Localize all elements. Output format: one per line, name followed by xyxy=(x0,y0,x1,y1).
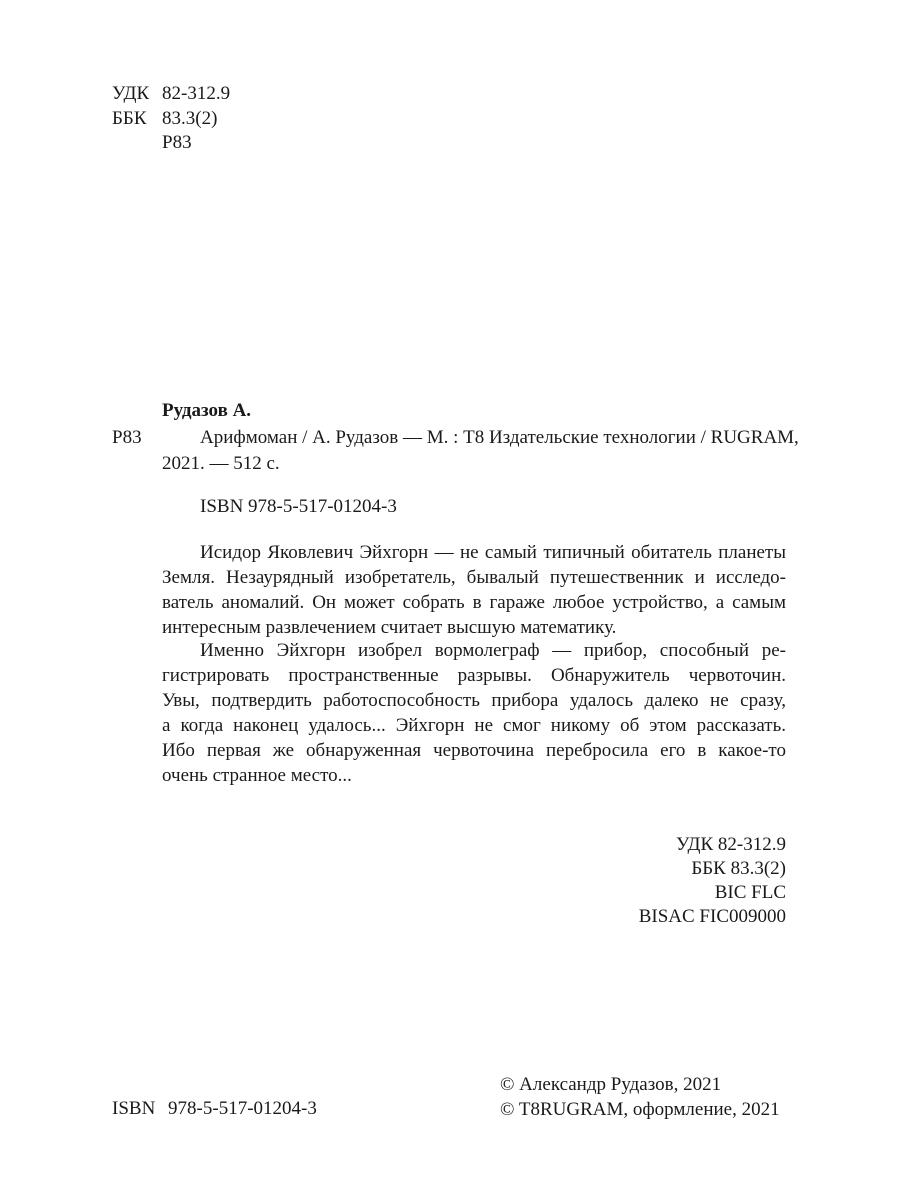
annotation-line: Ибо первая же обнаруженная червоточина перебросила его в какое-то xyxy=(162,740,786,761)
annotation-paragraph-2 xyxy=(162,638,786,788)
bbk-label: ББК xyxy=(112,108,147,129)
annotation-line: Увы, подтвердить работоспособность прибора удалось далеко не сразу, xyxy=(162,690,786,711)
record-description-line-1: Арифмоман / А. Рудазов — М. : Т8 Издательские технологии / RUGRAM, xyxy=(200,427,799,448)
annotation-line: интересным развлечением считает высшую математику. xyxy=(162,617,617,638)
footer-isbn-value: 978-5-517-01204-3 xyxy=(168,1098,317,1119)
bisac-code: BISAC FIC009000 xyxy=(638,906,786,927)
annotation-line: Земля. Незаурядный изобретатель, бывалый путешественник и исследо- xyxy=(162,567,786,588)
udk-label: УДК xyxy=(112,83,150,104)
copyright-block xyxy=(500,1072,780,1122)
footer-isbn-label: ISBN xyxy=(112,1098,156,1119)
annotation-line: а когда наконец удалось... Эйхгорн не смог никому об этом рассказать. xyxy=(162,715,786,736)
record-isbn: ISBN 978-5-517-01204-3 xyxy=(200,496,397,517)
annotation-line: Исидор Яковлевич Эйхгорн — не самый типичный обитатель планеты xyxy=(200,542,786,563)
udk-value: 82-312.9 xyxy=(162,83,231,104)
annotation-line: Именно Эйхгорн изобрел вормолеграф — прибор, способный ре- xyxy=(200,640,786,661)
annotation-line: гистрировать пространственные разрывы. Обнаружитель червоточин. xyxy=(162,665,786,686)
annotation-line: ватель аномалий. Он может собрать в гараже любое устройство, а самым xyxy=(162,592,786,613)
annotation-paragraph-1 xyxy=(162,540,786,640)
bbk-value: 83.3(2) xyxy=(162,108,218,129)
classification-codes-right xyxy=(639,833,786,929)
author-mark-top: Р83 xyxy=(162,132,192,153)
bbk-code: ББК 83.3(2) xyxy=(691,858,786,879)
copyright-publisher: © T8RUGRAM, оформление, 2021 xyxy=(500,1099,780,1120)
record-description-line-2: 2021. — 512 с. xyxy=(162,453,280,474)
copyright-author: © Александр Рудазов, 2021 xyxy=(500,1074,722,1095)
record-author-mark: Р83 xyxy=(112,427,142,448)
footer-isbn xyxy=(112,1097,317,1121)
annotation-line: очень странное место... xyxy=(162,765,352,786)
record-author: Рудазов А. xyxy=(162,400,252,421)
udk-code: УДК 82-312.9 xyxy=(676,834,786,855)
bic-code: BIC FLC xyxy=(714,882,786,903)
